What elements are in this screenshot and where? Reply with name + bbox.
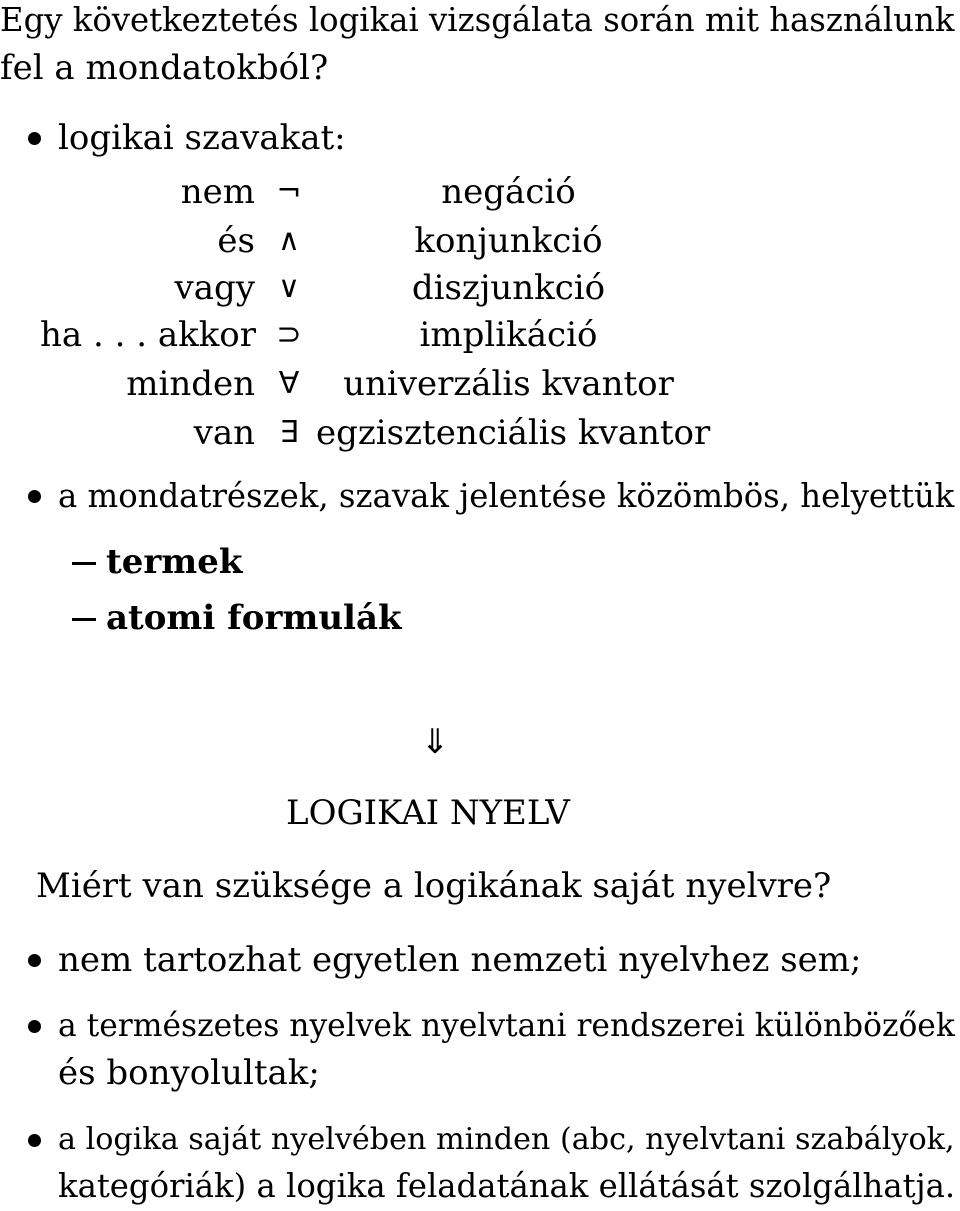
intro-line-1: Egy következtetés logikai vizsgálata során mit használunk: [0, 1, 955, 39]
bullet-point: [28, 132, 41, 145]
disjunction-symbol: ∨: [278, 270, 300, 305]
subitem-atomic-formulas: atomi formulák: [106, 598, 402, 638]
reason-line-continued: kategóriák) a logika feladatának ellátását szolgálhatja.: [58, 1167, 956, 1205]
existential-quantifier-symbol: ∃: [279, 415, 299, 450]
bullet-point: [28, 1020, 41, 1033]
bullet-point: [28, 490, 41, 503]
double-down-arrow-icon: ⇓: [420, 722, 450, 762]
connective-name: univerzális kvantor: [343, 364, 674, 404]
negation-symbol: ¬: [276, 174, 302, 209]
bullet-meaning-irrelevant: a mondatrészek, szavak jelentése közömbös, helyettük: [58, 477, 955, 515]
dash-marker: [72, 618, 96, 621]
dash-marker: [72, 562, 96, 565]
question-heading: Miért van szüksége a logikának saját nyelvre?: [36, 866, 832, 906]
connective-name: negáció: [441, 172, 576, 212]
conjunction-symbol: ∧: [278, 223, 300, 258]
connective-word: nem: [180, 172, 255, 212]
result-heading: LOGIKAI NYELV: [286, 793, 570, 833]
reason-line: nem tartozhat egyetlen nemzeti nyelvhez sem;: [58, 940, 862, 980]
connective-word: van: [193, 413, 255, 453]
connective-name: diszjunkció: [411, 268, 606, 308]
connective-word: és: [217, 221, 255, 261]
connective-name: implikáció: [419, 315, 598, 355]
universal-quantifier-symbol: ∀: [278, 366, 300, 401]
connective-name: konjunkció: [414, 221, 603, 261]
connective-word: vagy: [174, 268, 255, 308]
bullet-point: [28, 1134, 41, 1147]
connective-name: egzisztenciális kvantor: [316, 413, 711, 453]
bullet-point: [28, 954, 41, 967]
connective-word: minden: [126, 364, 255, 404]
implication-symbol: ⊃: [276, 317, 302, 352]
subitem-terms: termek: [106, 542, 243, 582]
bullet-logical-words: logikai szavakat:: [58, 118, 346, 158]
reason-line: a természetes nyelvek nyelvtani rendszerei különbözőek: [58, 1008, 955, 1044]
intro-line-2: fel a mondatokból?: [0, 48, 329, 88]
connective-word: ha . . . akkor: [40, 315, 257, 355]
reason-line-continued: és bonyolultak;: [58, 1053, 320, 1093]
reason-line: a logika saját nyelvében minden (abc, nyelvtani szabályok,: [58, 1122, 955, 1157]
